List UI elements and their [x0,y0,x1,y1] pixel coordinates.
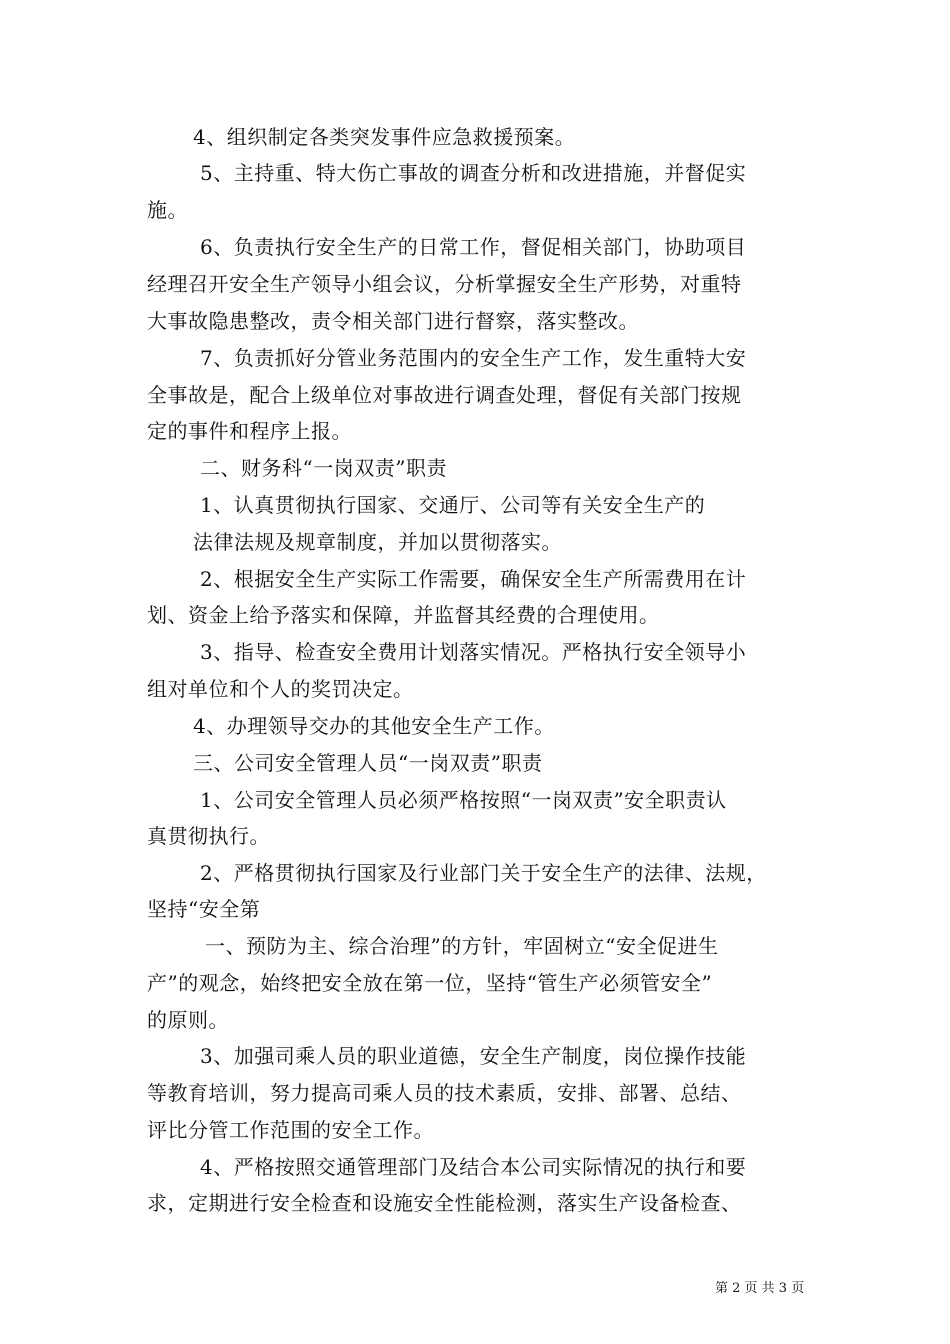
text-line: 施。 [147,198,188,222]
text-line: 4、严格按照交通管理部门及结合本公司实际情况的执行和要 [200,1155,747,1179]
section-heading: 三、公司安全管理人员“一岗双责”职责 [193,751,543,775]
text-line: 等教育培训，努力提高司乘人员的技术素质，安排、部署、总结、 [147,1081,742,1105]
text-line: 坚持“安全第 [147,897,261,921]
text-line: 全事故是，配合上级单位对事故进行调查处理，督促有关部门按规 [147,383,742,407]
text-line: 法律法规及规章制度，并加以贯彻落实。 [193,530,562,554]
text-line: 定的事件和程序上报。 [147,419,352,443]
text-line: 3、加强司乘人员的职业道德，安全生产制度，岗位操作技能 [200,1044,747,1068]
text-line: 4、办理领导交办的其他安全生产工作。 [193,714,555,738]
text-line: 6、负责执行安全生产的日常工作，督促相关部门，协助项目 [200,235,747,259]
section-heading: 二、财务科“一岗双责”职责 [200,456,447,480]
text-line: 1、认真贯彻执行国家、交通厅、公司等有关安全生产的 [200,493,706,517]
text-line: 2、严格贯彻执行国家及行业部门关于安全生产的法律、法规， [200,861,767,885]
text-line: 5、主持重、特大伤亡事故的调查分析和改进措施，并督促实 [200,161,747,185]
text-line: 真贯彻执行。 [147,824,270,848]
text-line: 评比分管工作范围的安全工作。 [147,1118,434,1142]
page-number: 第 2 页 共 3 页 [715,1281,805,1296]
text-line: 1、公司安全管理人员必须严格按照“一岗双责”安全职责认 [200,788,727,812]
text-line: 求，定期进行安全检查和设施安全性能检测，落实生产设备检查、 [147,1191,742,1215]
text-line: 组对单位和个人的奖罚决定。 [147,677,414,701]
text-line: 大事故隐患整改，责令相关部门进行督察，落实整改。 [147,309,639,333]
text-line: 的原则。 [147,1008,229,1032]
text-line: 经理召开安全生产领导小组会议，分析掌握安全生产形势，对重特 [147,272,742,296]
text-line: 产”的观念，始终把安全放在第一位，坚持“管生产必须管安全” [147,971,713,995]
text-line: 2、根据安全生产实际工作需要，确保安全生产所需费用在计 [200,567,747,591]
text-line: 一、预防为主、综合治理”的方针，牢固树立“安全促进生 [205,934,719,958]
text-line: 4、组织制定各类突发事件应急救援预案。 [193,125,576,149]
text-line: 划、资金上给予落实和保障，并监督其经费的合理使用。 [147,603,660,627]
text-line: 7、负责抓好分管业务范围内的安全生产工作，发生重特大安 [200,346,747,370]
text-line: 3、指导、检查安全费用计划落实情况。严格执行安全领导小 [200,640,747,664]
